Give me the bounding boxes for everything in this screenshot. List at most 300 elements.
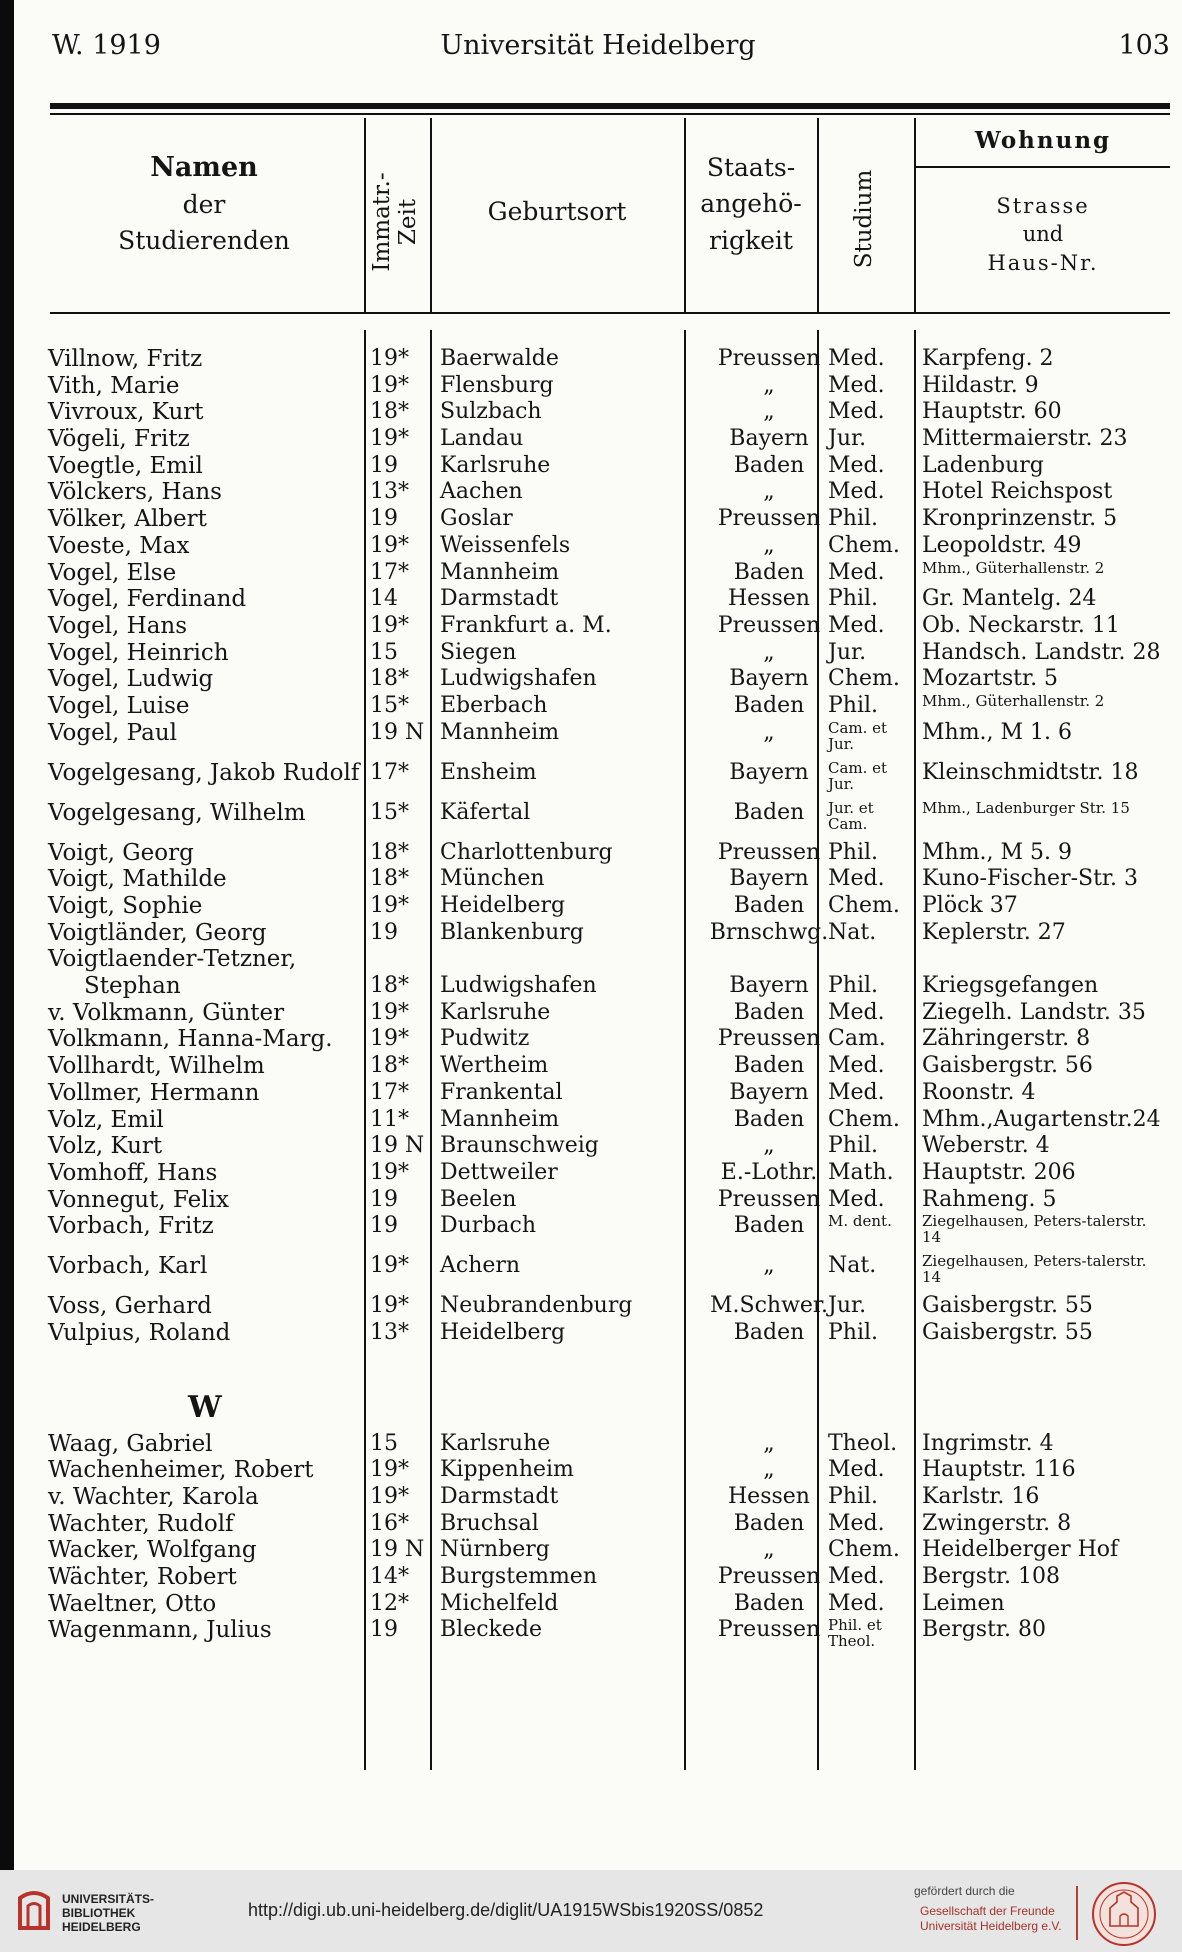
table-row xyxy=(14,1431,1182,1458)
geburtsort: München xyxy=(440,866,545,892)
staatsangehoerigkeit: M.Schwer. xyxy=(709,1293,829,1319)
studium: Nat. xyxy=(828,1253,877,1279)
studium: Phil. xyxy=(828,973,879,999)
immatrikulation-zeit: 14 xyxy=(370,586,398,612)
immatrikulation-zeit: 18* xyxy=(370,839,409,865)
immatrikulation-zeit: 19* xyxy=(370,1484,409,1509)
student-name: v. Volkmann, Günter xyxy=(48,999,285,1026)
table-row xyxy=(14,533,1182,560)
column-divider xyxy=(817,118,819,314)
student-name: Vulpius, Roland xyxy=(48,1319,231,1346)
geburtsort: Eberbach xyxy=(440,692,548,718)
studium: Med. xyxy=(828,1510,885,1536)
staatsangehoerigkeit: „ xyxy=(763,1430,775,1456)
student-name: v. Wachter, Karola xyxy=(48,1484,259,1510)
student-name: Vogelgesang, Jakob Rudolf xyxy=(48,759,360,786)
wohnung-adresse: Mittermaierstr. 23 xyxy=(922,426,1128,452)
table-row xyxy=(14,1187,1182,1214)
studium: Med. xyxy=(828,452,885,478)
wohnung-adresse: Gaisbergstr. 55 xyxy=(922,1319,1093,1345)
immatrikulation-zeit: 19* xyxy=(370,1159,409,1185)
studium: Med. xyxy=(828,866,885,892)
section-w-rows xyxy=(14,1431,1182,1658)
staatsangehoerigkeit: Preussen xyxy=(717,1186,821,1212)
student-name: Voigtlaender-Tetzner, xyxy=(48,946,297,973)
staatsangehoerigkeit: Bayern xyxy=(729,759,809,785)
staatsangehoerigkeit: Preussen xyxy=(717,612,821,638)
geburtsort: Durbach xyxy=(440,1213,537,1239)
geburtsort: Bleckede xyxy=(440,1617,542,1643)
student-name: Vomhoff, Hans xyxy=(48,1159,218,1186)
table-row xyxy=(14,346,1182,373)
immatrikulation-zeit: 18* xyxy=(370,866,409,892)
column-header-namen: Namen der Studierenden xyxy=(118,152,290,256)
wohnung-adresse: Kronprinzenstr. 5 xyxy=(922,506,1118,532)
immatrikulation-zeit: 19 N xyxy=(370,1537,425,1563)
geburtsort: Ludwigshafen xyxy=(440,666,597,692)
geburtsort: Darmstadt xyxy=(440,1484,559,1509)
wohnung-adresse: Kriegsgefangen xyxy=(922,973,1099,999)
immatrikulation-zeit: 19* xyxy=(370,372,409,398)
wohnung-adresse: Heidelberger Hof xyxy=(922,1537,1119,1563)
wohnung-adresse: Kleinschmidtstr. 18 xyxy=(922,759,1139,785)
staatsangehoerigkeit: E.-Lothr. xyxy=(720,1159,818,1185)
immatrikulation-zeit: 19* xyxy=(370,1457,409,1483)
immatrikulation-zeit: 19* xyxy=(370,1293,409,1319)
wohnung-adresse: Gr. Mantelg. 24 xyxy=(922,586,1097,612)
staatsangehoerigkeit: Baden xyxy=(733,559,805,585)
geburtsort: Käfertal xyxy=(440,799,531,825)
student-name: Volkmann, Hanna-Marg. xyxy=(48,1026,333,1053)
geburtsort: Frankental xyxy=(440,1079,563,1105)
staatsangehoerigkeit: Baden xyxy=(733,1319,805,1345)
immatrikulation-zeit: 18* xyxy=(370,973,409,999)
wohnung-adresse: Mhm., M 1. 6 xyxy=(922,719,1073,745)
studium: Jur. xyxy=(828,426,867,452)
staatsangehoerigkeit: „ xyxy=(763,1457,775,1483)
table-row xyxy=(14,373,1182,400)
wohnung-adresse: Ob. Neckarstr. 11 xyxy=(922,612,1120,638)
staatsangehoerigkeit: Baden xyxy=(733,999,805,1025)
section-v-rows xyxy=(14,346,1182,1347)
studium: Chem. xyxy=(828,1106,900,1132)
staatsangehoerigkeit: „ xyxy=(763,639,775,665)
student-name: Waeltner, Otto xyxy=(48,1590,217,1617)
table-row xyxy=(14,946,1182,973)
column-header-rule xyxy=(50,312,1170,314)
staatsangehoerigkeit: „ xyxy=(763,399,775,425)
wohnung-adresse: Ziegelh. Landstr. 35 xyxy=(922,999,1146,1025)
geburtsort: Ludwigshafen xyxy=(440,973,597,999)
wohnung-adresse: Gaisbergstr. 56 xyxy=(922,1053,1093,1079)
immatrikulation-zeit: 19* xyxy=(370,893,409,918)
column-header-zeit: Immatr.- Zeit xyxy=(369,172,421,272)
immatrikulation-zeit: 19* xyxy=(370,346,409,371)
staatsangehoerigkeit: Preussen xyxy=(717,1026,821,1052)
immatrikulation-zeit: 16* xyxy=(370,1510,409,1536)
geburtsort: Sulzbach xyxy=(440,399,542,425)
table-row xyxy=(14,866,1182,893)
table-row xyxy=(14,1320,1182,1347)
wohnung-adresse: Plöck 37 xyxy=(922,893,1018,918)
student-name: Vorbach, Karl xyxy=(48,1253,208,1280)
table-row xyxy=(14,720,1182,760)
immatrikulation-zeit: 19* xyxy=(370,426,409,452)
staatsangehoerigkeit: Bayern xyxy=(729,666,809,692)
wohnung-adresse: Hauptstr. 116 xyxy=(922,1457,1076,1483)
student-name: Wächter, Robert xyxy=(48,1564,237,1591)
student-name: Vith, Marie xyxy=(48,372,180,399)
immatrikulation-zeit: 19 N xyxy=(370,719,425,745)
wohnung-subheader-rule xyxy=(916,166,1170,168)
geburtsort: Pudwitz xyxy=(440,1026,530,1052)
staatsangehoerigkeit: Bayern xyxy=(729,426,809,452)
wohnung-adresse: Ziegelhausen, Peters-talerstr. 14 xyxy=(922,1252,1147,1287)
studium: Nat. xyxy=(828,919,877,945)
student-name: Voigt, Mathilde xyxy=(48,866,227,893)
immatrikulation-zeit: 19* xyxy=(370,999,409,1025)
table-row xyxy=(14,1053,1182,1080)
wohnung-adresse: Mhm., Güterhallenstr. 2 xyxy=(922,558,1105,577)
immatrikulation-zeit: 17* xyxy=(370,759,409,785)
geburtsort: Karlsruhe xyxy=(440,999,551,1025)
student-name: Wagenmann, Julius xyxy=(48,1617,272,1644)
studium: Med. xyxy=(828,1186,885,1212)
studium: Phil. xyxy=(828,692,879,718)
geburtsort: Mannheim xyxy=(440,1106,560,1132)
wohnung-adresse: Ladenburg xyxy=(922,452,1044,478)
student-name: Voigt, Sophie xyxy=(48,893,203,919)
immatrikulation-zeit: 19 N xyxy=(370,1133,425,1159)
table-row xyxy=(14,666,1182,693)
staatsangehoerigkeit: Brnschwg. xyxy=(709,919,829,945)
immatrikulation-zeit: 17* xyxy=(370,559,409,585)
staatsangehoerigkeit: „ xyxy=(763,1253,775,1279)
staatsangehoerigkeit: Bayern xyxy=(729,973,809,999)
university-seal-icon xyxy=(1090,1880,1158,1948)
student-name: Wacker, Wolfgang xyxy=(48,1537,257,1564)
student-table xyxy=(14,346,1182,1657)
immatrikulation-zeit: 11* xyxy=(370,1106,409,1132)
wohnung-adresse: Weberstr. 4 xyxy=(922,1133,1050,1159)
studium: Chem. xyxy=(828,893,900,918)
studium: Chem. xyxy=(828,666,900,692)
studium: Med. xyxy=(828,1079,885,1105)
wohnung-adresse: Ingrimstr. 4 xyxy=(922,1430,1054,1456)
geburtsort: Heidelberg xyxy=(440,893,566,918)
studium: Med. xyxy=(828,999,885,1025)
wohnung-adresse: Rahmeng. 5 xyxy=(922,1186,1057,1212)
studium: Med. xyxy=(828,346,885,371)
immatrikulation-zeit: 19 xyxy=(370,1186,398,1212)
wohnung-adresse: Ziegelhausen, Peters-talerstr. 14 xyxy=(922,1212,1147,1247)
wohnung-adresse: Mhm., Güterhallenstr. 2 xyxy=(922,691,1105,710)
staatsangehoerigkeit: Bayern xyxy=(729,866,809,892)
table-row xyxy=(14,973,1182,1000)
studium: Med. xyxy=(828,559,885,585)
staatsangehoerigkeit: Hessen xyxy=(728,1484,810,1509)
geburtsort: Landau xyxy=(440,426,524,452)
staatsangehoerigkeit: Baden xyxy=(733,1510,805,1536)
geburtsort: Flensburg xyxy=(440,372,554,398)
wohnung-adresse: Mozartstr. 5 xyxy=(922,666,1059,692)
staatsangehoerigkeit: „ xyxy=(763,532,775,558)
table-row xyxy=(14,893,1182,920)
student-name: Vögeli, Fritz xyxy=(48,426,190,453)
table-row xyxy=(14,479,1182,506)
studium: Med. xyxy=(828,1590,885,1616)
staatsangehoerigkeit: Preussen xyxy=(717,839,821,865)
immatrikulation-zeit: 19 xyxy=(370,506,398,532)
immatrikulation-zeit: 15 xyxy=(370,1430,398,1456)
table-row xyxy=(14,1617,1182,1657)
page-header-title: Universität Heidelberg xyxy=(440,30,756,61)
geburtsort: Siegen xyxy=(440,639,517,665)
geburtsort: Burgstemmen xyxy=(440,1564,597,1590)
header-rule-thick xyxy=(50,103,1170,109)
wohnung-adresse: Zwingerstr. 8 xyxy=(922,1510,1072,1536)
student-name: Vogel, Luise xyxy=(48,692,190,719)
geburtsort: Kippenheim xyxy=(440,1457,574,1483)
student-name: Vogelgesang, Wilhelm xyxy=(48,799,306,826)
geburtsort: Beelen xyxy=(440,1186,517,1212)
staatsangehoerigkeit: Bayern xyxy=(729,1079,809,1105)
wohnung-adresse: Hotel Reichspost xyxy=(922,479,1113,505)
table-row xyxy=(14,920,1182,947)
geburtsort: Braunschweig xyxy=(440,1133,599,1159)
table-row xyxy=(14,1160,1182,1187)
studium: Med. xyxy=(828,479,885,505)
page-number: 103 xyxy=(1118,30,1170,61)
student-name: Vogel, Heinrich xyxy=(48,639,229,666)
student-name: Waag, Gabriel xyxy=(48,1430,213,1457)
geburtsort: Neubrandenburg xyxy=(440,1293,633,1319)
student-name: Volz, Kurt xyxy=(48,1133,163,1160)
wohnung-adresse: Karlstr. 16 xyxy=(922,1484,1040,1509)
table-row xyxy=(14,1293,1182,1320)
immatrikulation-zeit: 19* xyxy=(370,1253,409,1279)
table-row xyxy=(14,1026,1182,1053)
immatrikulation-zeit: 18* xyxy=(370,1053,409,1079)
immatrikulation-zeit: 15* xyxy=(370,692,409,718)
staatsangehoerigkeit: Preussen xyxy=(717,1617,821,1643)
sponsor-intro: gefördert durch die xyxy=(914,1884,1015,1898)
immatrikulation-zeit: 15* xyxy=(370,799,409,825)
geburtsort: Darmstadt xyxy=(440,586,559,612)
table-row xyxy=(14,840,1182,867)
library-logo-icon xyxy=(14,1888,54,1936)
immatrikulation-zeit: 19 xyxy=(370,1213,398,1239)
table-row xyxy=(14,453,1182,480)
geburtsort: Mannheim xyxy=(440,719,560,745)
table-row xyxy=(14,1253,1182,1293)
immatrikulation-zeit: 19* xyxy=(370,532,409,558)
staatsangehoerigkeit: Baden xyxy=(733,452,805,478)
immatrikulation-zeit: 12* xyxy=(370,1590,409,1616)
student-name: Vogel, Ferdinand xyxy=(48,586,247,613)
wohnung-adresse: Mhm.,Augartenstr.24 xyxy=(922,1106,1161,1132)
wohnung-adresse: Zähringerstr. 8 xyxy=(922,1026,1091,1052)
geburtsort: Michelfeld xyxy=(440,1590,559,1616)
studium: Phil. xyxy=(828,586,879,612)
immatrikulation-zeit: 15 xyxy=(370,639,398,665)
studium: M. dent. xyxy=(828,1212,892,1231)
permalink-url[interactable]: http://digi.ub.uni-heidelberg.de/diglit/UA1915WSbis1920SS/0852 xyxy=(248,1900,764,1920)
staatsangehoerigkeit: „ xyxy=(763,372,775,398)
immatrikulation-zeit: 19 xyxy=(370,452,398,478)
geburtsort: Blankenburg xyxy=(440,919,584,945)
wohnung-adresse: Hildastr. 9 xyxy=(922,372,1039,398)
immatrikulation-zeit: 17* xyxy=(370,1079,409,1105)
studium: Theol. xyxy=(828,1430,898,1456)
studium: Jur. xyxy=(828,1293,867,1319)
geburtsort: Heidelberg xyxy=(440,1319,566,1345)
column-header-geburtsort: Geburtsort xyxy=(487,197,627,226)
studium: Cam. xyxy=(828,1026,886,1052)
staatsangehoerigkeit: Baden xyxy=(733,799,805,825)
immatrikulation-zeit: 18* xyxy=(370,399,409,425)
studium: Cam. et Jur. xyxy=(828,718,888,753)
studium: Phil. xyxy=(828,1484,879,1509)
studium: Math. xyxy=(828,1159,894,1185)
wohnung-adresse: Mhm., Ladenburger Str. 15 xyxy=(922,798,1130,817)
studium: Med. xyxy=(828,1564,885,1590)
table-row xyxy=(14,800,1182,840)
scan-edge xyxy=(0,0,14,1870)
student-name: Voegtle, Emil xyxy=(48,452,203,479)
staatsangehoerigkeit: Baden xyxy=(733,692,805,718)
student-name: Vogel, Ludwig xyxy=(48,666,214,693)
wohnung-adresse: Handsch. Landstr. 28 xyxy=(922,639,1161,665)
geburtsort: Dettweiler xyxy=(440,1159,558,1185)
table-row xyxy=(14,1484,1182,1511)
studium: Jur. et Cam. xyxy=(828,798,874,833)
sponsor-divider xyxy=(1076,1886,1078,1940)
student-name: Voigt, Georg xyxy=(48,839,194,866)
student-name: Wachter, Rudolf xyxy=(48,1510,234,1537)
table-row xyxy=(14,586,1182,613)
table-row xyxy=(14,560,1182,587)
staatsangehoerigkeit: Baden xyxy=(733,1213,805,1239)
studium: Med. xyxy=(828,612,885,638)
student-name: Voeste, Max xyxy=(48,532,190,559)
staatsangehoerigkeit: Baden xyxy=(733,893,805,918)
immatrikulation-zeit: 19* xyxy=(370,1026,409,1052)
table-row xyxy=(14,1591,1182,1618)
staatsangehoerigkeit: „ xyxy=(763,1133,775,1159)
student-name: Wachenheimer, Robert xyxy=(48,1457,314,1484)
student-name: Vogel, Paul xyxy=(48,719,177,746)
staatsangehoerigkeit: Preussen xyxy=(717,506,821,532)
table-row xyxy=(14,1213,1182,1253)
geburtsort: Weissenfels xyxy=(440,532,571,558)
wohnung-adresse: Mhm., M 5. 9 xyxy=(922,839,1073,865)
staatsangehoerigkeit: Baden xyxy=(733,1053,805,1079)
column-header-strasse: Strasse und Haus-Nr. xyxy=(987,194,1099,275)
wohnung-adresse: Bergstr. 108 xyxy=(922,1564,1060,1590)
student-name: Vivroux, Kurt xyxy=(48,399,204,426)
student-name: Stephan xyxy=(84,973,181,1000)
studium: Med. xyxy=(828,399,885,425)
geburtsort: Baerwalde xyxy=(440,346,559,371)
student-name: Vogel, Hans xyxy=(48,612,188,639)
wohnung-adresse: Leopoldstr. 49 xyxy=(922,532,1082,558)
geburtsort: Achern xyxy=(440,1253,521,1279)
student-name: Völker, Albert xyxy=(48,506,207,533)
wohnung-adresse: Hauptstr. 206 xyxy=(922,1159,1076,1185)
immatrikulation-zeit: 13* xyxy=(370,1319,409,1345)
table-row xyxy=(14,1511,1182,1538)
header-rule-thin xyxy=(50,113,1170,115)
staatsangehoerigkeit: Baden xyxy=(733,1106,805,1132)
studium: Phil. xyxy=(828,1319,879,1345)
sponsor-name: Gesellschaft der Freunde Universität Heidelberg e.V. xyxy=(920,1904,1062,1933)
table-row xyxy=(14,506,1182,533)
immatrikulation-zeit: 19* xyxy=(370,612,409,638)
studium: Med. xyxy=(828,372,885,398)
wohnung-adresse: Karpfeng. 2 xyxy=(922,346,1054,371)
wohnung-adresse: Leimen xyxy=(922,1590,1005,1616)
table-row xyxy=(14,613,1182,640)
section-letter-w: W xyxy=(188,1390,222,1425)
immatrikulation-zeit: 18* xyxy=(370,666,409,692)
staatsangehoerigkeit: Baden xyxy=(733,1590,805,1616)
table-row xyxy=(14,640,1182,667)
table-row xyxy=(14,1537,1182,1564)
student-name: Villnow, Fritz xyxy=(48,346,203,372)
table-row xyxy=(14,1564,1182,1591)
student-name: Voss, Gerhard xyxy=(48,1293,212,1320)
wohnung-adresse: Bergstr. 80 xyxy=(922,1617,1046,1643)
geburtsort: Goslar xyxy=(440,506,513,532)
wohnung-adresse: Roonstr. 4 xyxy=(922,1079,1036,1105)
staatsangehoerigkeit: „ xyxy=(763,479,775,505)
wohnung-adresse: Kuno-Fischer-Str. 3 xyxy=(922,866,1139,892)
student-name: Vonnegut, Felix xyxy=(48,1186,229,1213)
student-name: Vollmer, Hermann xyxy=(48,1079,260,1106)
table-row xyxy=(14,1457,1182,1484)
geburtsort: Karlsruhe xyxy=(440,452,551,478)
student-name: Voigtländer, Georg xyxy=(48,919,267,946)
geburtsort: Aachen xyxy=(440,479,523,505)
table-row xyxy=(14,399,1182,426)
table-row xyxy=(14,760,1182,800)
studium: Cam. et Jur. xyxy=(828,758,888,793)
page-header-semester: W. 1919 xyxy=(52,30,161,61)
staatsangehoerigkeit: „ xyxy=(763,719,775,745)
student-name: Völckers, Hans xyxy=(48,479,222,506)
studium: Chem. xyxy=(828,1537,900,1563)
table-row xyxy=(14,1133,1182,1160)
column-header-staat: Staats- angehö- rigkeit xyxy=(700,153,802,255)
immatrikulation-zeit: 13* xyxy=(370,479,409,505)
geburtsort: Wertheim xyxy=(440,1053,549,1079)
studium: Phil. xyxy=(828,839,879,865)
student-name: Vollhardt, Wilhelm xyxy=(48,1053,265,1080)
studium: Phil. xyxy=(828,1133,879,1159)
staatsangehoerigkeit: Hessen xyxy=(728,586,810,612)
student-name: Vorbach, Fritz xyxy=(48,1213,214,1240)
studium: Chem. xyxy=(828,532,900,558)
footer-bar xyxy=(0,1870,1182,1952)
immatrikulation-zeit: 19 xyxy=(370,1617,398,1643)
geburtsort: Nürnberg xyxy=(440,1537,550,1563)
column-divider xyxy=(364,118,366,314)
table-row xyxy=(14,426,1182,453)
table-row xyxy=(14,1000,1182,1027)
studium: Phil. xyxy=(828,506,879,532)
table-row xyxy=(14,1080,1182,1107)
